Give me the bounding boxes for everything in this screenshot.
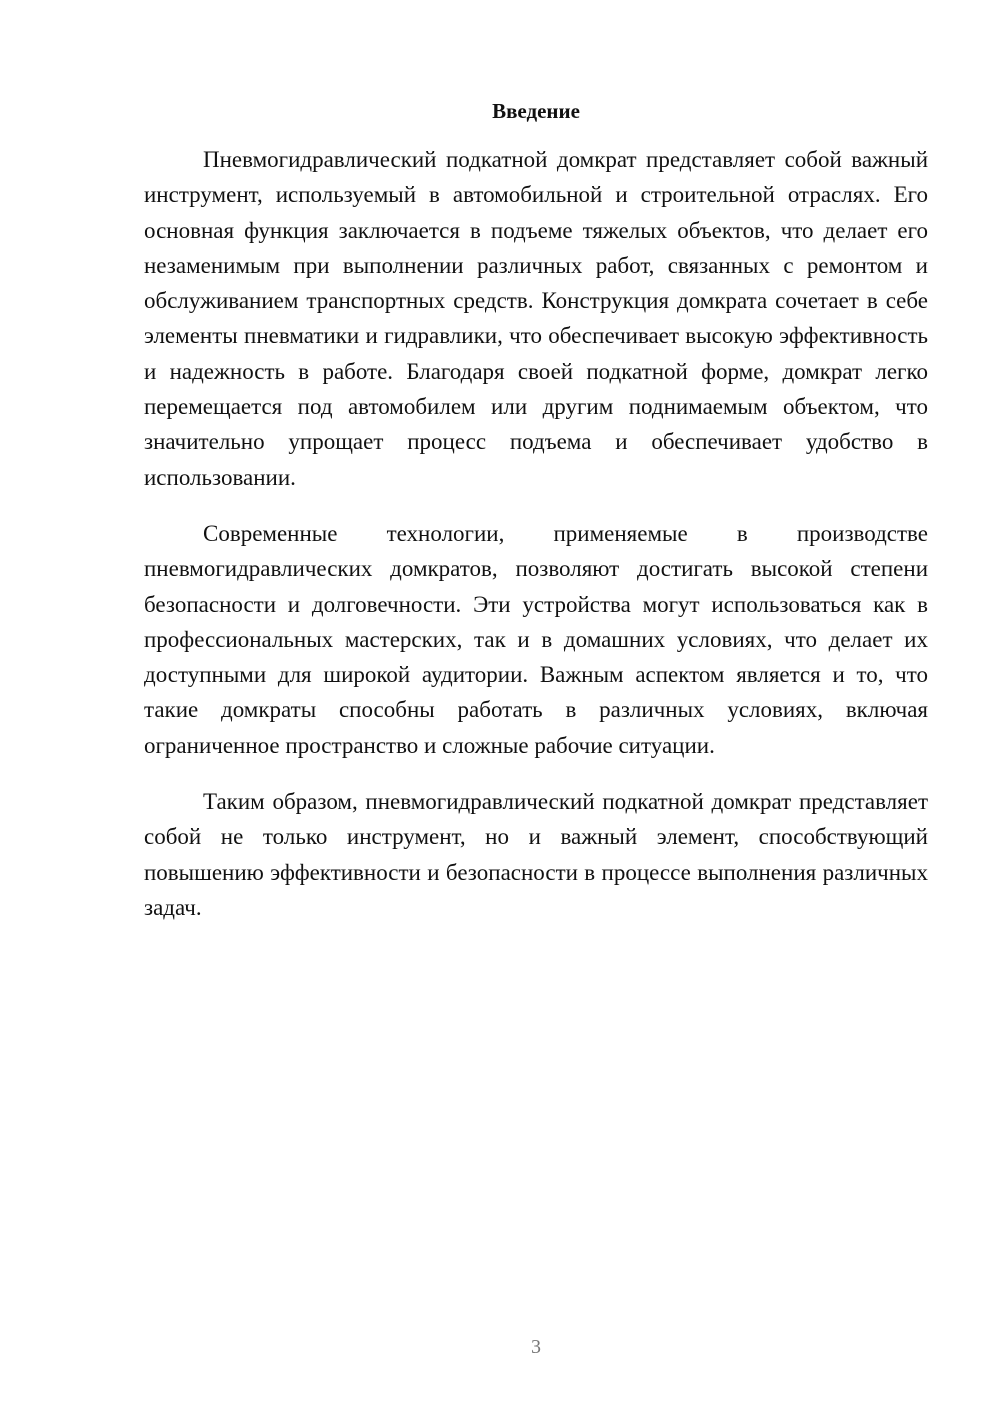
body-text — [144, 142, 928, 925]
paragraph-2: Современные технологии, применяемые в производстве пневмогидравлических домкратов, позволяют достигать высокой степени безопасности и долговечности. Эти устройства могут использоваться как в профессиональных мастерских, так и в домашних условиях, что делает их доступными для широкой аудитории. Важным аспектом является и то, что такие домкраты способны работать в различных условиях, включая ограниченное пространство и сложные рабочие ситуации. — [144, 520, 928, 758]
page-number: 3 — [531, 1336, 541, 1358]
section-heading: Введение — [492, 99, 580, 123]
paragraph-1: Пневмогидравлический подкатной домкрат представляет собой важный инструмент, используемый в автомобильной и строительной отраслях. Его основная функция заключается в подъеме тяжелых объектов, что делает его незаменимым при выполнении различных работ, связанных с ремонтом и обслуживанием транспортных средств. Конструкция домкрата сочетает в себе элементы пневматики и гидравлики, что обеспечивает высокую эффективность и надежность в работе. Благодаря своей подкатной форме, домкрат легко перемещается под автомобилем или другим поднимаемым объектом, что значительно упрощает процесс подъема и обеспечивает удобство в использовании. — [144, 147, 928, 490]
paragraph-3: Таким образом, пневмогидравлический подкатной домкрат представляет собой не только инструмент, но и важный элемент, способствующий повышению эффективности и безопасности в процессе выполнения различных задач. — [144, 789, 928, 920]
